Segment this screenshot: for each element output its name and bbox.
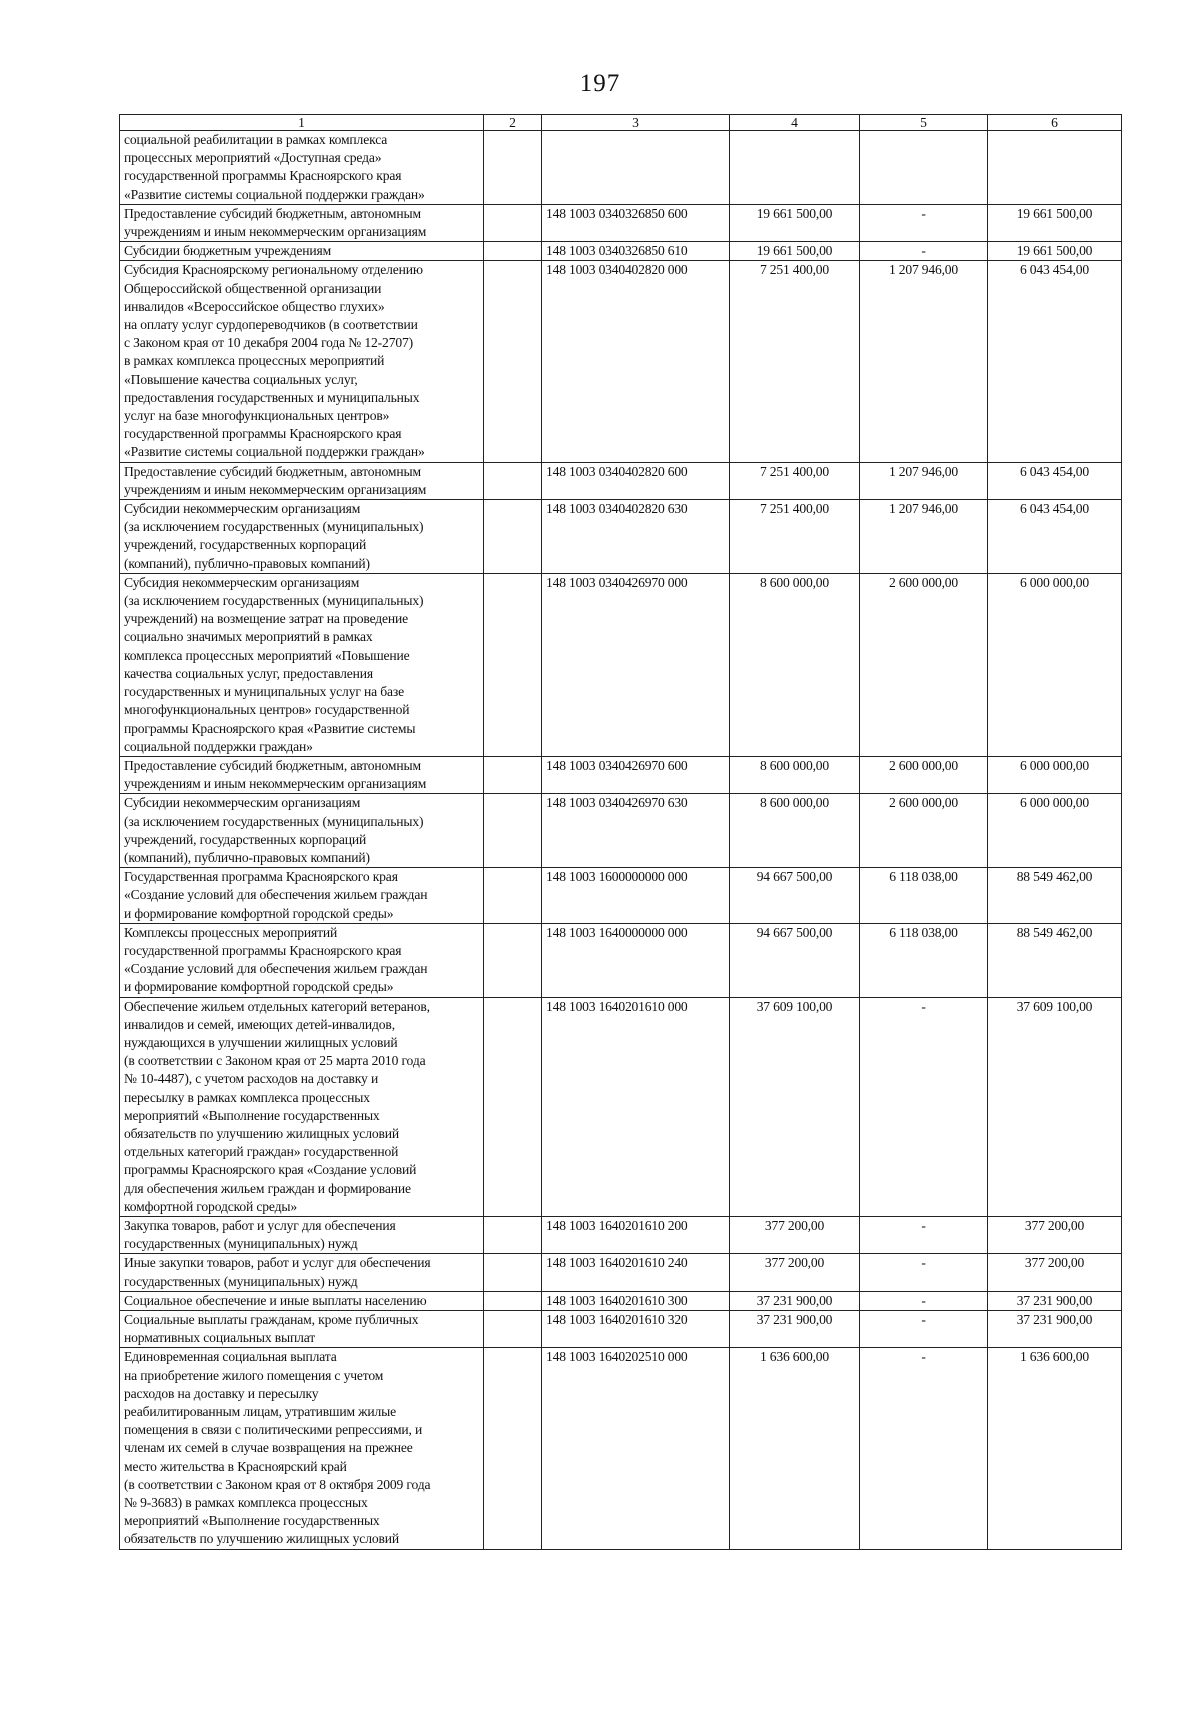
row-amount-cell	[730, 131, 860, 205]
row-code-cell: 148 1003 1640202510 000	[542, 1348, 730, 1549]
table-row	[120, 1311, 1122, 1348]
row-col2-cell	[484, 1216, 542, 1253]
table-row	[120, 923, 1122, 997]
row-total-cell: 19 661 500,00	[988, 204, 1122, 241]
row-amount-cell: 377 200,00	[730, 1254, 860, 1291]
row-amount-cell: 19 661 500,00	[730, 204, 860, 241]
row-name-cell: Социальные выплаты гражданам, кроме публичных нормативных социальных выплат	[120, 1311, 484, 1348]
row-amount-cell: 8 600 000,00	[730, 756, 860, 793]
row-col2-cell	[484, 868, 542, 924]
row-amount-cell: 377 200,00	[730, 1216, 860, 1253]
row-total-cell: 37 231 900,00	[988, 1311, 1122, 1348]
row-col2-cell	[484, 794, 542, 868]
table-row	[120, 462, 1122, 499]
row-code-cell: 148 1003 0340402820 630	[542, 500, 730, 574]
table-row	[120, 261, 1122, 462]
table-row	[120, 1348, 1122, 1549]
row-change-cell: 2 600 000,00	[860, 573, 988, 756]
row-total-cell: 37 609 100,00	[988, 997, 1122, 1216]
row-name-cell: Комплексы процессных мероприятий государственной программы Красноярского края «Создание условий для обеспечения жильем граждан и формирование комфортной городской среды»	[120, 923, 484, 997]
row-col2-cell	[484, 923, 542, 997]
row-code-cell: 148 1003 1640201610 320	[542, 1311, 730, 1348]
row-total-cell: 6 000 000,00	[988, 756, 1122, 793]
row-col2-cell	[484, 756, 542, 793]
row-change-cell: 6 118 038,00	[860, 868, 988, 924]
row-col2-cell	[484, 131, 542, 205]
row-name-cell: Предоставление субсидий бюджетным, автономным учреждениям и иным некоммерческим организациям	[120, 204, 484, 241]
row-code-cell: 148 1003 1640201610 240	[542, 1254, 730, 1291]
row-change-cell	[860, 131, 988, 205]
row-change-cell: -	[860, 242, 988, 261]
row-code-cell: 148 1003 1600000000 000	[542, 868, 730, 924]
row-name-cell: Субсидия некоммерческим организациям (за исключением государственных (муниципальных) учреждений) на возмещение затрат на проведение социально значимых мероприятий в рамках комплекса процессных мероприятий «Повышение качества социальных услуг, предоставления государственных и муниципальных услуг на базе многофункциональных центров» государственной программы Красноярского края «Развитие системы социальной поддержки граждан»	[120, 573, 484, 756]
row-total-cell: 6 043 454,00	[988, 462, 1122, 499]
row-change-cell: 2 600 000,00	[860, 756, 988, 793]
row-name-cell: Предоставление субсидий бюджетным, автономным учреждениям и иным некоммерческим организациям	[120, 462, 484, 499]
row-name-cell: Субсидия Красноярскому региональному отделению Общероссийской общественной организации инвалидов «Всероссийское общество глухих» на оплату услуг сурдопереводчиков (в соответствии с Законом края от 10 декабря 2004 года № 12-2707) в рамках комплекса процессных мероприятий «Повышение качества социальных услуг, предоставления государственных и муниципальных услуг на базе многофункциональных центров» государственной программы Красноярского края «Развитие системы социальной поддержки граждан»	[120, 261, 484, 462]
row-code-cell: 148 1003 0340426970 000	[542, 573, 730, 756]
row-amount-cell: 7 251 400,00	[730, 500, 860, 574]
row-code-cell: 148 1003 0340402820 000	[542, 261, 730, 462]
row-code-cell: 148 1003 0340426970 630	[542, 794, 730, 868]
row-total-cell: 88 549 462,00	[988, 923, 1122, 997]
row-amount-cell: 37 609 100,00	[730, 997, 860, 1216]
row-col2-cell	[484, 1254, 542, 1291]
row-total-cell: 19 661 500,00	[988, 242, 1122, 261]
row-change-cell: 1 207 946,00	[860, 500, 988, 574]
row-change-cell: 1 207 946,00	[860, 462, 988, 499]
row-name-cell: Государственная программа Красноярского края «Создание условий для обеспечения жильем граждан и формирование комфортной городской среды»	[120, 868, 484, 924]
row-total-cell: 377 200,00	[988, 1254, 1122, 1291]
row-change-cell: -	[860, 1254, 988, 1291]
row-change-cell: -	[860, 997, 988, 1216]
row-total-cell: 6 043 454,00	[988, 261, 1122, 462]
column-header: 6	[988, 115, 1122, 131]
row-change-cell: -	[860, 1311, 988, 1348]
row-total-cell: 88 549 462,00	[988, 868, 1122, 924]
row-name-cell: Социальное обеспечение и иные выплаты населению	[120, 1291, 484, 1310]
row-code-cell: 148 1003 0340426970 600	[542, 756, 730, 793]
row-amount-cell: 7 251 400,00	[730, 261, 860, 462]
row-total-cell: 6 000 000,00	[988, 573, 1122, 756]
row-code-cell: 148 1003 1640201610 000	[542, 997, 730, 1216]
table-row	[120, 1254, 1122, 1291]
table-row	[120, 131, 1122, 205]
row-name-cell: Субсидии бюджетным учреждениям	[120, 242, 484, 261]
page-number: 197	[579, 70, 621, 97]
row-col2-cell	[484, 1348, 542, 1549]
column-header: 3	[542, 115, 730, 131]
row-col2-cell	[484, 261, 542, 462]
row-amount-cell: 8 600 000,00	[730, 573, 860, 756]
table-row	[120, 1216, 1122, 1253]
row-col2-cell	[484, 500, 542, 574]
column-header: 2	[484, 115, 542, 131]
row-amount-cell: 7 251 400,00	[730, 462, 860, 499]
table-row	[120, 242, 1122, 261]
row-code-cell: 148 1003 0340326850 600	[542, 204, 730, 241]
row-change-cell: -	[860, 1348, 988, 1549]
row-col2-cell	[484, 462, 542, 499]
row-total-cell: 377 200,00	[988, 1216, 1122, 1253]
row-total-cell: 6 043 454,00	[988, 500, 1122, 574]
table-row	[120, 997, 1122, 1216]
row-amount-cell: 37 231 900,00	[730, 1291, 860, 1310]
row-name-cell: Закупка товаров, работ и услуг для обеспечения государственных (муниципальных) нужд	[120, 1216, 484, 1253]
row-total-cell: 6 000 000,00	[988, 794, 1122, 868]
row-total-cell: 37 231 900,00	[988, 1291, 1122, 1310]
table-row	[120, 1291, 1122, 1310]
row-change-cell: -	[860, 1216, 988, 1253]
row-change-cell: 6 118 038,00	[860, 923, 988, 997]
row-amount-cell: 37 231 900,00	[730, 1311, 860, 1348]
budget-table	[119, 114, 1122, 1550]
row-col2-cell	[484, 573, 542, 756]
row-total-cell: 1 636 600,00	[988, 1348, 1122, 1549]
row-col2-cell	[484, 997, 542, 1216]
row-name-cell: Иные закупки товаров, работ и услуг для обеспечения государственных (муниципальных) нужд	[120, 1254, 484, 1291]
row-code-cell: 148 1003 1640000000 000	[542, 923, 730, 997]
row-col2-cell	[484, 1311, 542, 1348]
row-code-cell: 148 1003 1640201610 200	[542, 1216, 730, 1253]
table-row	[120, 756, 1122, 793]
row-amount-cell: 94 667 500,00	[730, 923, 860, 997]
column-header: 5	[860, 115, 988, 131]
row-col2-cell	[484, 242, 542, 261]
header-row	[120, 115, 1122, 131]
row-name-cell: Предоставление субсидий бюджетным, автономным учреждениям и иным некоммерческим организациям	[120, 756, 484, 793]
row-name-cell: Единовременная социальная выплата на приобретение жилого помещения с учетом расходов на доставку и пересылку реабилитированным лицам, утратившим жилые помещения в связи с политическими репрессиями, и членам их семей в случае возвращения на прежнее место жительства в Красноярский край (в соответствии с Законом края от 8 октября 2009 года № 9-3683) в рамках комплекса процессных мероприятий «Выполнение государственных обязательств по улучшению жилищных условий	[120, 1348, 484, 1549]
row-code-cell: 148 1003 0340326850 610	[542, 242, 730, 261]
column-header: 4	[730, 115, 860, 131]
row-change-cell: -	[860, 204, 988, 241]
table-row	[120, 573, 1122, 756]
row-code-cell: 148 1003 1640201610 300	[542, 1291, 730, 1310]
row-change-cell: 1 207 946,00	[860, 261, 988, 462]
row-amount-cell: 94 667 500,00	[730, 868, 860, 924]
row-code-cell	[542, 131, 730, 205]
row-amount-cell: 8 600 000,00	[730, 794, 860, 868]
row-col2-cell	[484, 204, 542, 241]
table-body	[120, 131, 1122, 1550]
table-row	[120, 204, 1122, 241]
row-name-cell: социальной реабилитации в рамках комплекса процессных мероприятий «Доступная среда» государственной программы Красноярского края «Развитие системы социальной поддержки граждан»	[120, 131, 484, 205]
table-row	[120, 868, 1122, 924]
column-header: 1	[120, 115, 484, 131]
row-change-cell: 2 600 000,00	[860, 794, 988, 868]
row-change-cell: -	[860, 1291, 988, 1310]
row-name-cell: Субсидии некоммерческим организациям (за исключением государственных (муниципальных) учреждений, государственных корпораций (компаний), публично-правовых компаний)	[120, 500, 484, 574]
table-row	[120, 500, 1122, 574]
table-row	[120, 794, 1122, 868]
row-amount-cell: 1 636 600,00	[730, 1348, 860, 1549]
row-name-cell: Обеспечение жильем отдельных категорий ветеранов, инвалидов и семей, имеющих детей-инвалидов, нуждающихся в улучшении жилищных условий (в соответствии с Законом края от 25 марта 2010 года № 10-4487), с учетом расходов на доставку и пересылку в рамках комплекса процессных мероприятий «Выполнение государственных обязательств по улучшению жилищных условий отдельных категорий граждан» государственной программы Красноярского края «Создание условий для обеспечения жильем граждан и формирование комфортной городской среды»	[120, 997, 484, 1216]
row-code-cell: 148 1003 0340402820 600	[542, 462, 730, 499]
row-amount-cell: 19 661 500,00	[730, 242, 860, 261]
row-total-cell	[988, 131, 1122, 205]
row-name-cell: Субсидии некоммерческим организациям (за исключением государственных (муниципальных) учреждений, государственных корпораций (компаний), публично-правовых компаний)	[120, 794, 484, 868]
row-col2-cell	[484, 1291, 542, 1310]
